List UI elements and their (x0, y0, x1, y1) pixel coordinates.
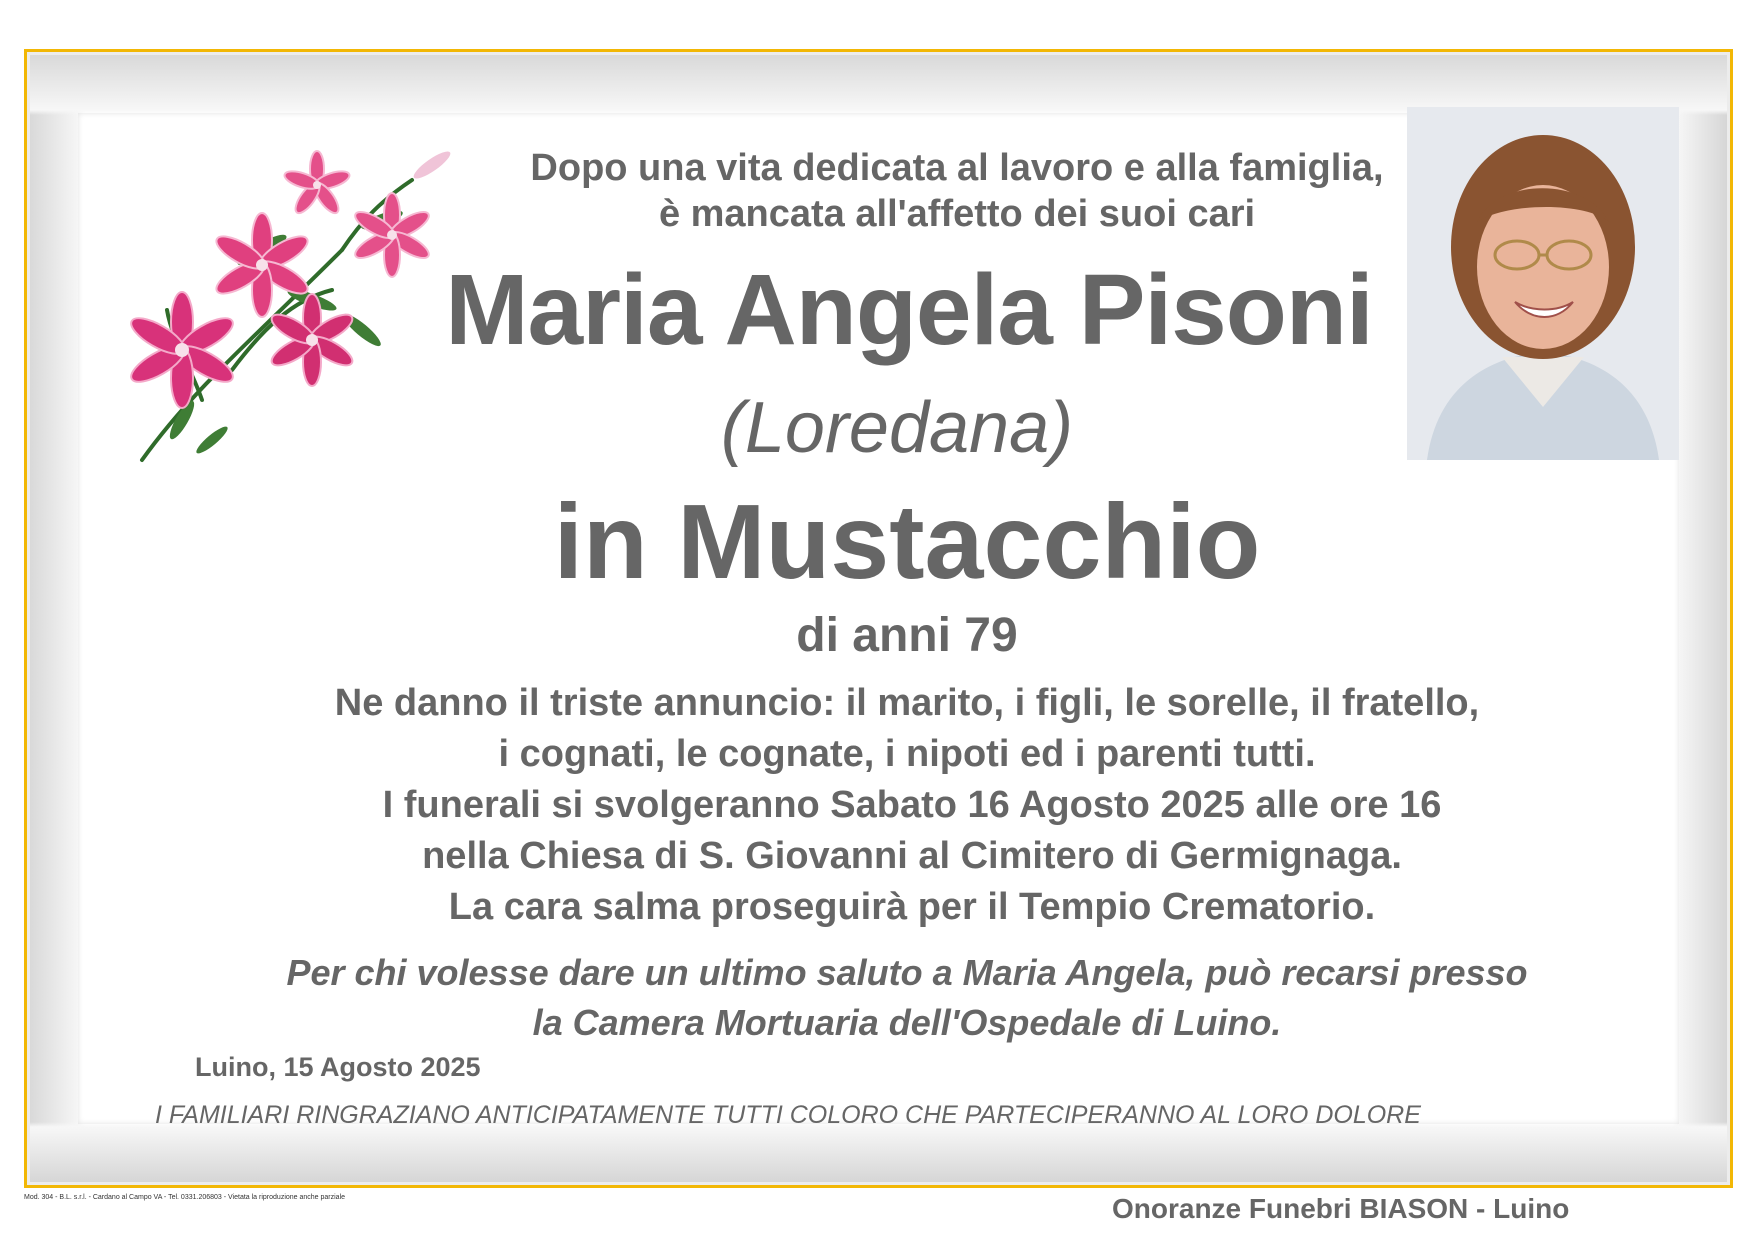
visit-line: la Camera Mortuaria dell'Ospedale di Luino. (532, 1002, 1282, 1043)
body-line: i cognati, le cognate, i nipoti ed i parenti tutti. (498, 733, 1316, 775)
age: di anni 79 (796, 609, 1018, 662)
intro-line-2: è mancata all'affetto dei suoi cari (658, 193, 1256, 235)
body-line: nella Chiesa di S. Giovanni al Cimitero di Germignaga. (422, 835, 1402, 877)
funeral-agency: Onoranze Funebri BIASON - Luino (1112, 1193, 1570, 1224)
visit-line: Per chi volesse dare un ultimo saluto a Maria Angela, può recarsi presso (286, 952, 1528, 993)
model-note: Mod. 304 - B.L. s.r.l. - Cardano al Campo VA - Tel. 0331.206803 - Vietata la riproduzione anche parziale (24, 1194, 346, 1201)
married-name: in Mustacchio (553, 483, 1261, 601)
body-line: Ne danno il triste annuncio: il marito, i figli, le sorelle, il fratello, (334, 682, 1480, 724)
body-line: La cara salma proseguirà per il Tempio Crematorio. (448, 886, 1376, 928)
deceased-nickname: (Loredana) (720, 388, 1074, 468)
thanks-note: I FAMILIARI RINGRAZIANO ANTICIPATAMENTE TUTTI COLORO CHE PARTECIPERANNO AL LORO DOLORE (155, 1101, 1421, 1129)
deceased-name: Maria Angela Pisoni (445, 254, 1373, 366)
place-date: Luino, 15 Agosto 2025 (195, 1052, 481, 1082)
body-line: I funerali si svolgeranno Sabato 16 Agosto 2025 alle ore 16 (382, 784, 1442, 826)
intro-line-1: Dopo una vita dedicata al lavoro e alla famiglia, (530, 147, 1384, 189)
